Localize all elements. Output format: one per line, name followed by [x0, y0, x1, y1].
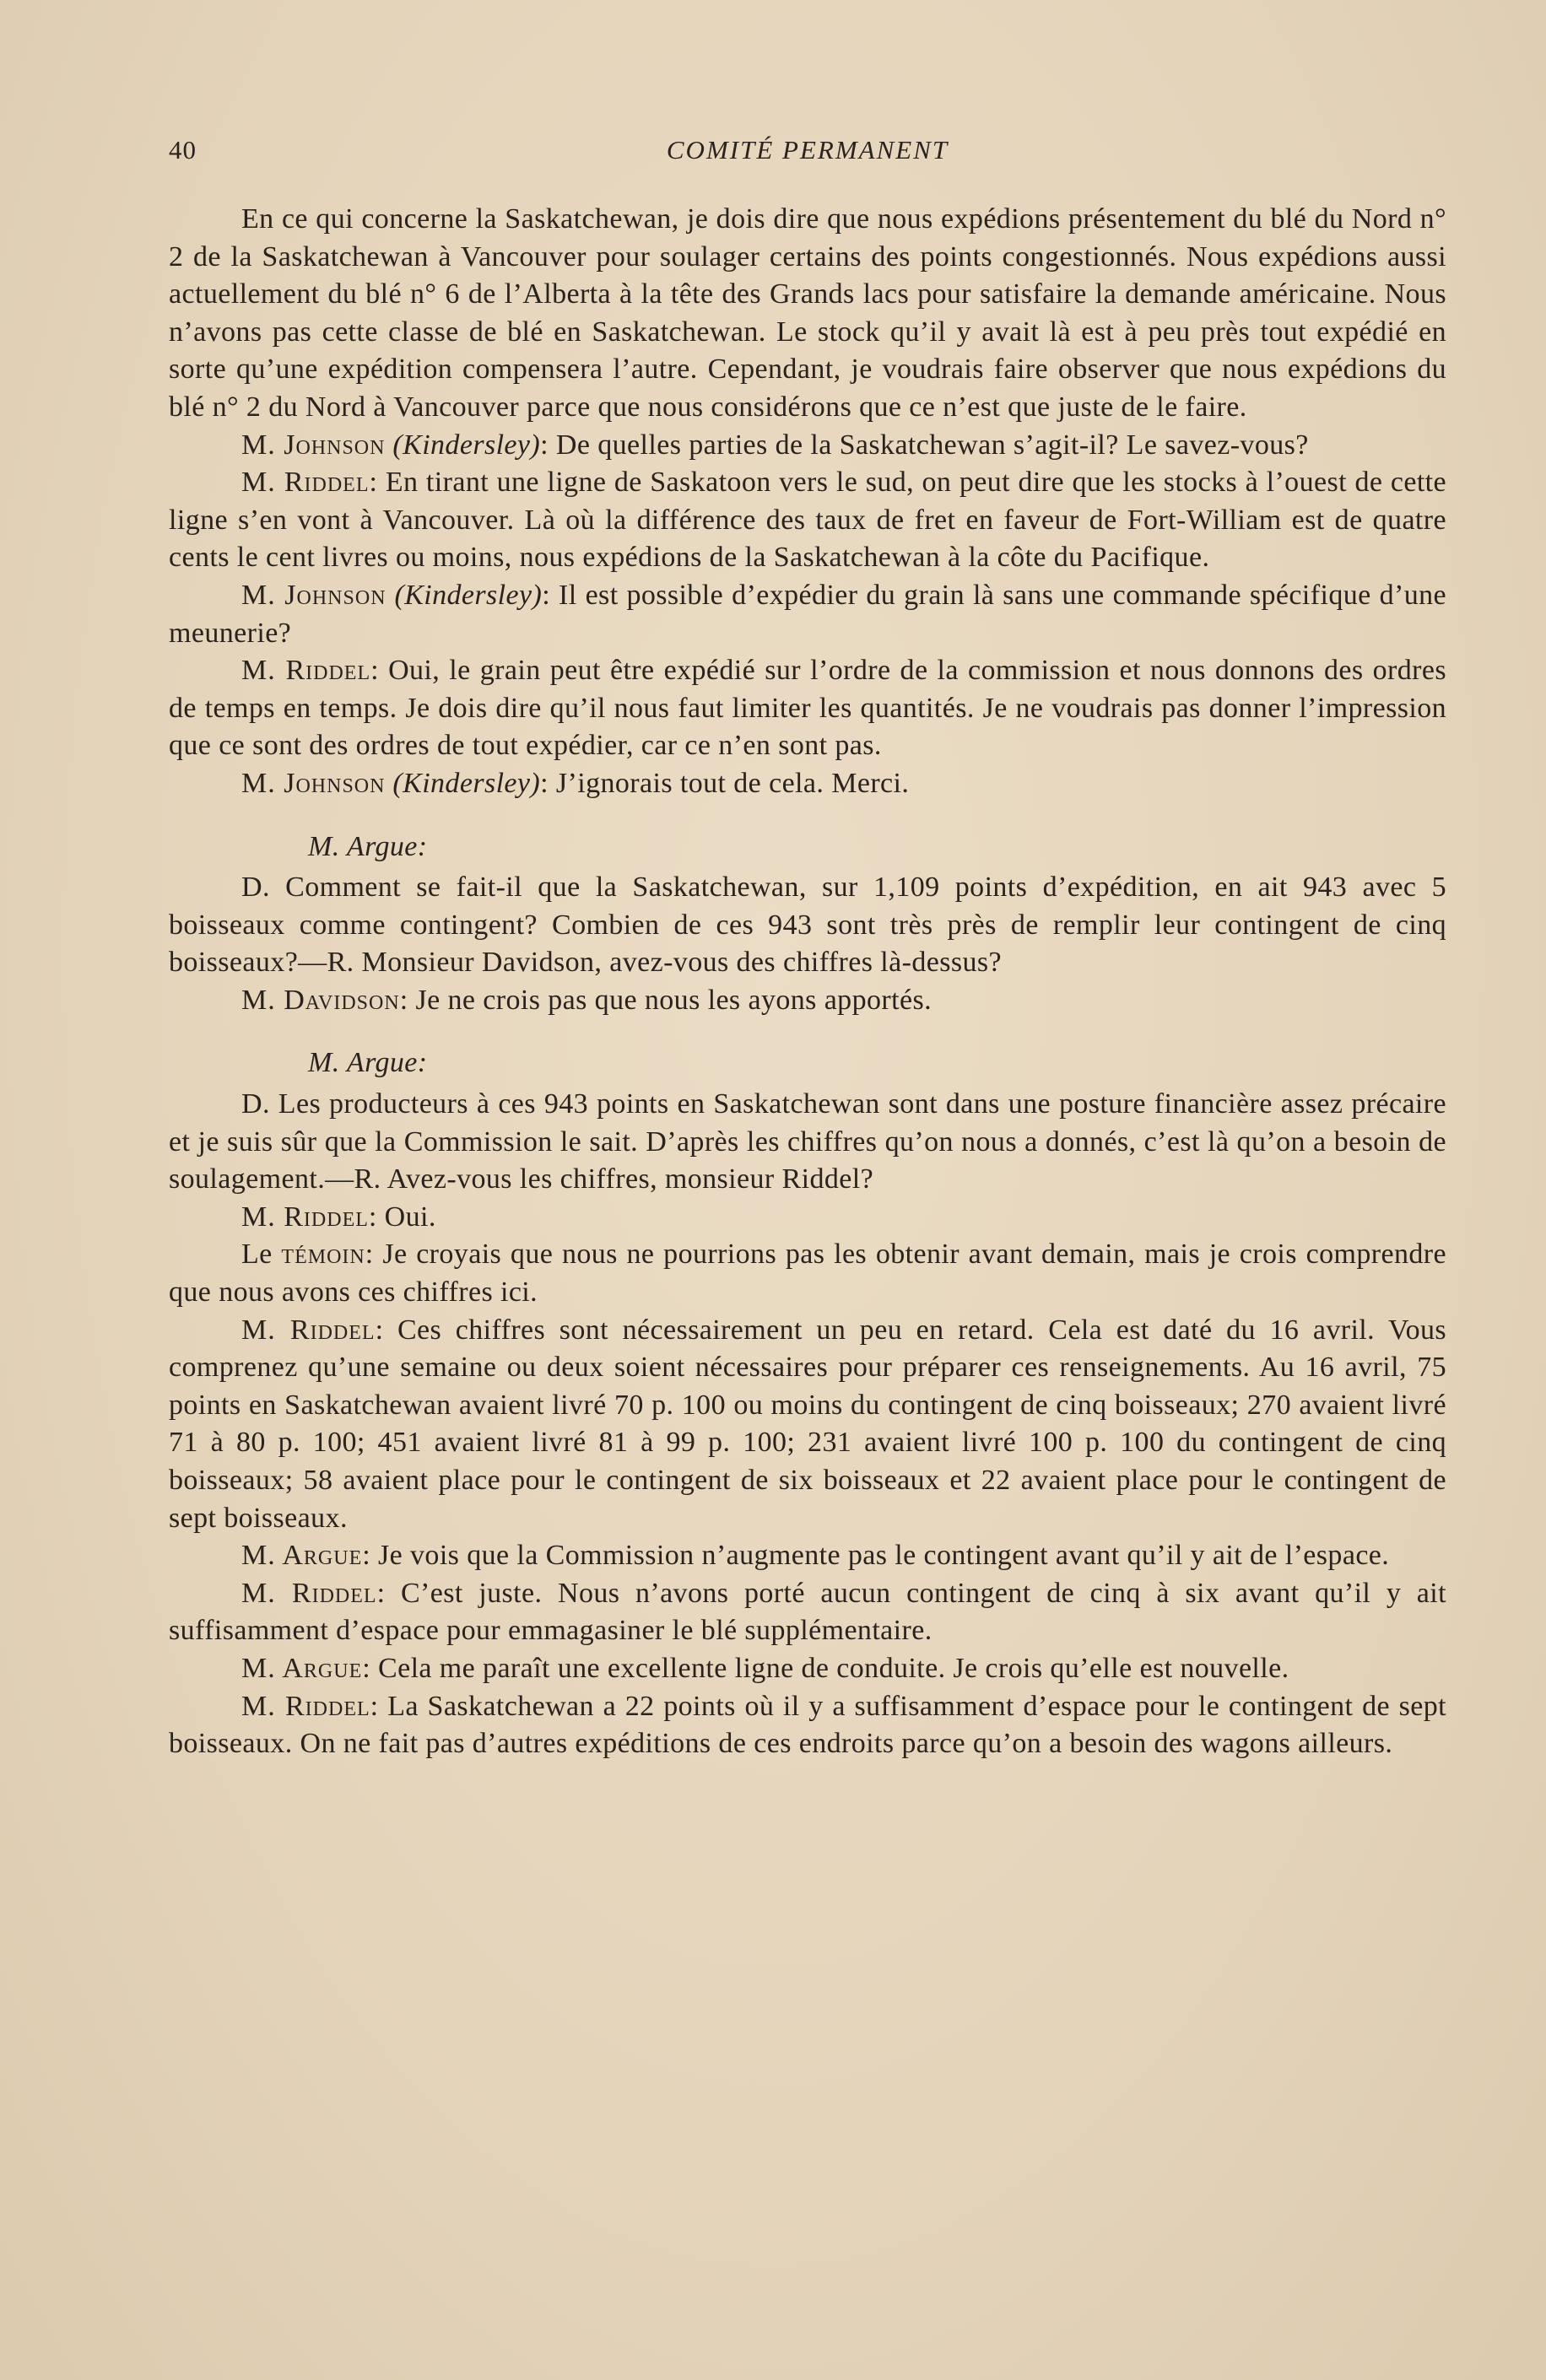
- speaker-name: M. Johnson: [241, 579, 386, 611]
- paragraph: [169, 427, 1446, 465]
- speaker-name: M. Argue: [241, 1540, 363, 1572]
- paragraph-text: : En tirant une ligne de Saskatoon vers le sud, on peut dire que les stocks à l’ouest de cette ligne s’en vont à Vancouver. Là où la différence des taux de fret en faveur de Fort-William est de quatre cents le cent livres ou moins, nous expédions de la Saskatchewan à la côte du Pacifique.: [169, 467, 1446, 574]
- paragraph-text: : Je croyais que nous ne pourrions pas les obtenir avant demain, mais je crois comprendre que nous avons ces chiffres ici.: [169, 1239, 1446, 1309]
- speaker-riding: (Kindersley): [392, 429, 541, 461]
- paragraph: [169, 1688, 1446, 1763]
- paragraph: [169, 652, 1446, 765]
- paragraph: [169, 464, 1446, 577]
- speaker-name: M. Davidson: [241, 984, 400, 1016]
- speaker-name: M. Riddel: [241, 467, 370, 499]
- paragraph: [169, 201, 1446, 427]
- paragraph-text: D. Comment se fait-il que la Saskatchewan, sur 1,109 points d’expédition, en ait 943 avec 5 boisseaux comme contingent? Combien de ces 943 sont très près de remplir leur contingent de cinq boisseaux?—R. Monsieur Davidson, avez-vous des chiffres là-dessus?: [169, 872, 1446, 979]
- speaker-name: M. Riddel: [241, 1314, 376, 1346]
- paragraph: [169, 982, 1446, 1020]
- paragraph: [169, 1199, 1446, 1237]
- running-title: COMITÉ PERMANENT: [666, 135, 949, 165]
- speaker-name: M. Johnson: [241, 429, 386, 461]
- paragraph-text: : Oui.: [368, 1201, 436, 1233]
- paragraph: [169, 1086, 1446, 1199]
- speaker-name: témoin: [281, 1239, 365, 1271]
- speaker-name: M. Johnson: [241, 767, 386, 799]
- paragraph-text: : J’ignorais tout de cela. Merci.: [540, 767, 910, 799]
- paragraph-text: : C’est juste. Nous n’avons porté aucun contingent de cinq à six avant qu’il y ait suffisamment d’espace pour emmagasiner le blé supplémentaire.: [169, 1577, 1446, 1647]
- page-number: 40: [169, 135, 197, 165]
- paragraph: [169, 869, 1446, 982]
- paragraph-text: : Ces chiffres sont nécessairement un peu en retard. Cela est daté du 16 avril. Vous comprenez qu’une semaine ou deux soient nécessaires pour préparer ces renseignements. Au 16 avril, 75 points en Saskatchewan avaient livré 70 p. 100 ou moins du contingent de cinq boisseaux; 270 avaient livré 71 à 80 p. 100; 451 avaient livré 81 à 99 p. 100; 231 avaient livré 100 p. 100 du contingent de cinq boisseaux; 58 avaient place pour le contingent de six boisseaux et 22 avaient place pour le contingent de sept boisseaux.: [169, 1314, 1446, 1534]
- speaker-prefix: Le: [241, 1239, 282, 1271]
- paragraph: [169, 765, 1446, 803]
- speaker-name: M. Riddel: [241, 655, 371, 687]
- speaker-name: M. Riddel: [241, 1577, 377, 1609]
- body-text: [169, 201, 1446, 1763]
- paragraph: [169, 1236, 1446, 1311]
- speaker-name: M. Argue: [241, 1652, 363, 1684]
- paragraph: [169, 577, 1446, 652]
- paragraph-text: : La Saskatchewan a 22 points où il y a suffisamment d’espace pour le contingent de sept boisseaux. On ne fait pas d’autres expéditions de ces endroits parce qu’on a besoin des wagons ailleurs.: [169, 1690, 1446, 1760]
- paragraph-text: : Il est possible d’expédier du grain là sans une commande spécifique d’une meunerie?: [169, 579, 1446, 649]
- paragraph: [169, 1650, 1446, 1688]
- paragraph-text: : De quelles parties de la Saskatchewan s’agit-il? Le savez-vous?: [540, 429, 1309, 461]
- paragraph-text: D. Les producteurs à ces 943 points en Saskatchewan sont dans une posture financière assez précaire et je suis sûr que la Commission le sait. D’après les chiffres qu’on nous a donnés, c’est là qu’on a besoin de soulagement.—R. Avez-vous les chiffres, monsieur Riddel?: [169, 1088, 1446, 1195]
- examiner-heading: M. Argue:: [308, 1047, 428, 1079]
- examiner-heading: M. Argue:: [308, 830, 428, 862]
- page-header: [169, 135, 1446, 172]
- paragraph-text: En ce qui concerne la Saskatchewan, je dois dire que nous expédions présentement du blé du Nord n° 2 de la Saskatchewan à Vancouver pour soulager certains des points congestionnés. Nous expédions aussi actuellement du blé n° 6 de l’Alberta à la tête des Grands lacs pour satisfaire la demande américaine. Nous n’avons pas cette classe de blé en Saskatchewan. Le stock qu’il y avait là est à peu près tout expédié en sorte qu’une expédition compensera l’autre. Cependant, je voudrais faire observer que nous expédions du blé n° 2 du Nord à Vancouver parce que nous considérons que ce n’est que juste de le faire.: [169, 203, 1446, 423]
- paragraph-text: : Je ne crois pas que nous les ayons apportés.: [399, 984, 932, 1016]
- paragraph: [169, 1537, 1446, 1575]
- paragraph: [169, 1575, 1446, 1650]
- speaker-riding: (Kindersley): [392, 767, 541, 799]
- paragraph: [169, 1312, 1446, 1538]
- speaker-riding: (Kindersley): [394, 579, 543, 611]
- paragraph-text: : Je vois que la Commission n’augmente pas le contingent avant qu’il y ait de l’espace.: [362, 1540, 1390, 1572]
- paragraph-text: : Cela me paraît une excellente ligne de conduite. Je crois qu’elle est nouvelle.: [362, 1652, 1289, 1684]
- speaker-name: M. Riddel: [241, 1201, 369, 1233]
- paragraph-text: : Oui, le grain peut être expédié sur l’ordre de la commission et nous donnons des ordres de temps en temps. Je dois dire qu’il nous faut limiter les quantités. Je ne voudrais pas donner l’impression que ce sont des ordres de tout expédier, car ce n’en sont pas.: [169, 655, 1446, 762]
- speaker-name: M. Riddel: [241, 1690, 370, 1722]
